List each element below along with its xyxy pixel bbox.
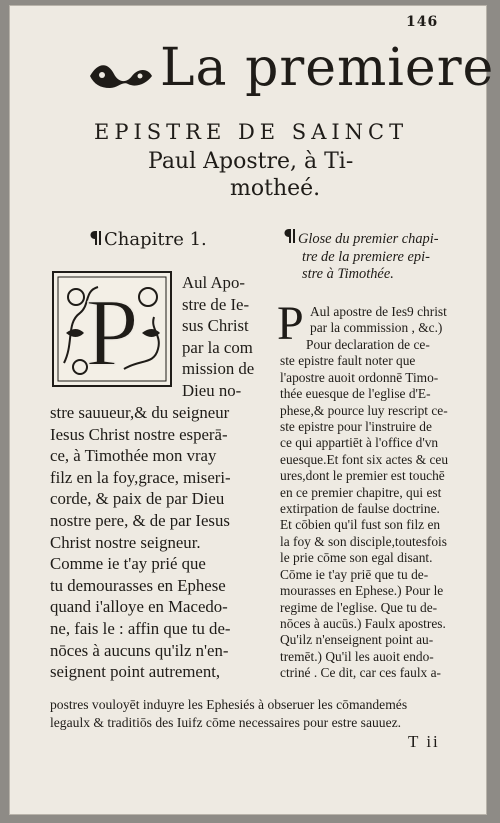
page-number: 146	[406, 14, 439, 30]
gloss-line: ste epistre pour l'instruire de	[280, 419, 432, 435]
gloss-line: tremēt.) Qu'il les auoit endo-	[280, 648, 434, 664]
title-timothee: motheé.	[230, 176, 321, 201]
text-line: Aul Apo-	[182, 273, 245, 292]
chapter-heading-text: Chapitre 1.	[104, 229, 207, 250]
text-line: Christ nostre seigneur.	[50, 532, 201, 552]
gloss-line: extirpation de faulse doctrine.	[280, 501, 440, 517]
body-main-text	[50, 402, 231, 683]
text-line: sus Christ	[182, 316, 249, 336]
gloss-text	[280, 337, 448, 682]
signature-mark: T ii	[408, 732, 440, 751]
text-line: tu demourasses en Ephese	[50, 575, 226, 595]
gloss-line: mourasses en Ephese.) Pour le	[280, 583, 444, 599]
text-line: Dieu no-	[182, 380, 242, 400]
gloss-line: Aul apostre de Ies9 christ	[310, 304, 447, 319]
drop-cap-letter: P	[85, 279, 139, 385]
gloss-line: postres vouloyēt induyre les Ephesiés à obseruer les cōmandemés	[50, 697, 408, 712]
text-line: par la com	[182, 337, 253, 357]
gloss-line: Cōme ie t'ay priē que tu de-	[280, 566, 429, 582]
gloss-line: nōces à aucūs.) Faulx apostres.	[280, 615, 446, 631]
gloss-line: en ce premier chapitre, qui est	[280, 484, 442, 500]
gloss-initial-letter: P	[277, 297, 304, 350]
gloss-line: regime de l'eglise. Que tu de-	[280, 599, 438, 615]
gloss-heading-line: Glose du premier chapi-	[298, 231, 439, 247]
text-line: filz en la foy,grace, miseri-	[50, 467, 231, 487]
gloss-heading-line: stre à Timothée.	[302, 266, 394, 283]
chapter-heading	[88, 229, 207, 250]
book-page	[10, 6, 495, 814]
gloss-line: legaulx & traditiōs des Iuifz cōme necessaires pour estre sauuez.	[50, 715, 402, 730]
gloss-line: l'apostre auoit ordonnē Timo-	[280, 369, 439, 385]
text-line: mission de	[182, 359, 255, 379]
gloss-line: Et cōbien qu'il fust son filz en	[280, 517, 441, 533]
text-line: Iesus Christ nostre esperā-	[50, 424, 228, 444]
text-line: ne, fais le : affin que tu de-	[50, 618, 231, 638]
text-line: stre de Ie-	[182, 294, 250, 314]
gloss-line: Pour declaration de ce-	[306, 337, 430, 352]
gloss-line: ste epistre fault noter que	[280, 353, 416, 369]
body-beside-initial	[182, 272, 254, 402]
gloss-line: phese,& pource luy rescript ce-	[280, 402, 448, 418]
gloss-line: Qu'ilz n'enseignent point au-	[280, 632, 434, 648]
full-width-gloss-continuation	[50, 696, 407, 732]
pilcrow-icon	[88, 230, 102, 246]
gloss-line: ures,dont le premier est touchē	[280, 468, 445, 484]
pilcrow-icon	[282, 228, 296, 244]
text-line: stre sauueur,& du seigneur	[50, 403, 230, 422]
gloss-line: la foy & son disciple,toutesfois	[280, 533, 447, 549]
gloss-heading-line: tre de la premiere epi-	[302, 248, 430, 265]
text-line: corde, & paix de par Dieu	[50, 489, 225, 509]
title-epistre-de-sainct: EPISTRE DE SAINCT	[94, 120, 409, 144]
printer-flourish-ornament	[88, 58, 154, 92]
text-line: Comme ie t'ay prié que	[50, 554, 206, 574]
text-line: seignent point autrement,	[50, 662, 221, 682]
gloss-line: ctriné . Ce dit, car ces faulx a-	[280, 665, 441, 681]
gloss-line: euesque.Et font six actes & ceu	[280, 451, 449, 467]
gloss-line: ce qui appartiēt à l'office d'vn	[280, 435, 439, 451]
gloss-line: thée euesque de l'eglise d'E-	[280, 386, 431, 402]
text-line: nostre pere, & de par Iesus	[50, 510, 230, 530]
decorated-initial	[52, 271, 172, 387]
gloss-line: le prie cōme son egal disant.	[280, 550, 433, 566]
text-line: quand i'alloye en Macedo-	[50, 597, 228, 617]
title-paul-apostre: Paul Apostre, à Ti-	[148, 149, 354, 174]
title-la-premiere: La premiere	[160, 38, 495, 98]
gloss-line: par la commission , &c.)	[310, 320, 443, 336]
foliage-ornament-icon	[54, 273, 170, 385]
text-line: ce, à Timothée mon vray	[50, 446, 217, 466]
gloss-heading	[282, 228, 439, 284]
gloss-beside-initial	[310, 304, 447, 337]
text-line: nōces à aucuns qu'ilz n'en-	[50, 640, 229, 660]
